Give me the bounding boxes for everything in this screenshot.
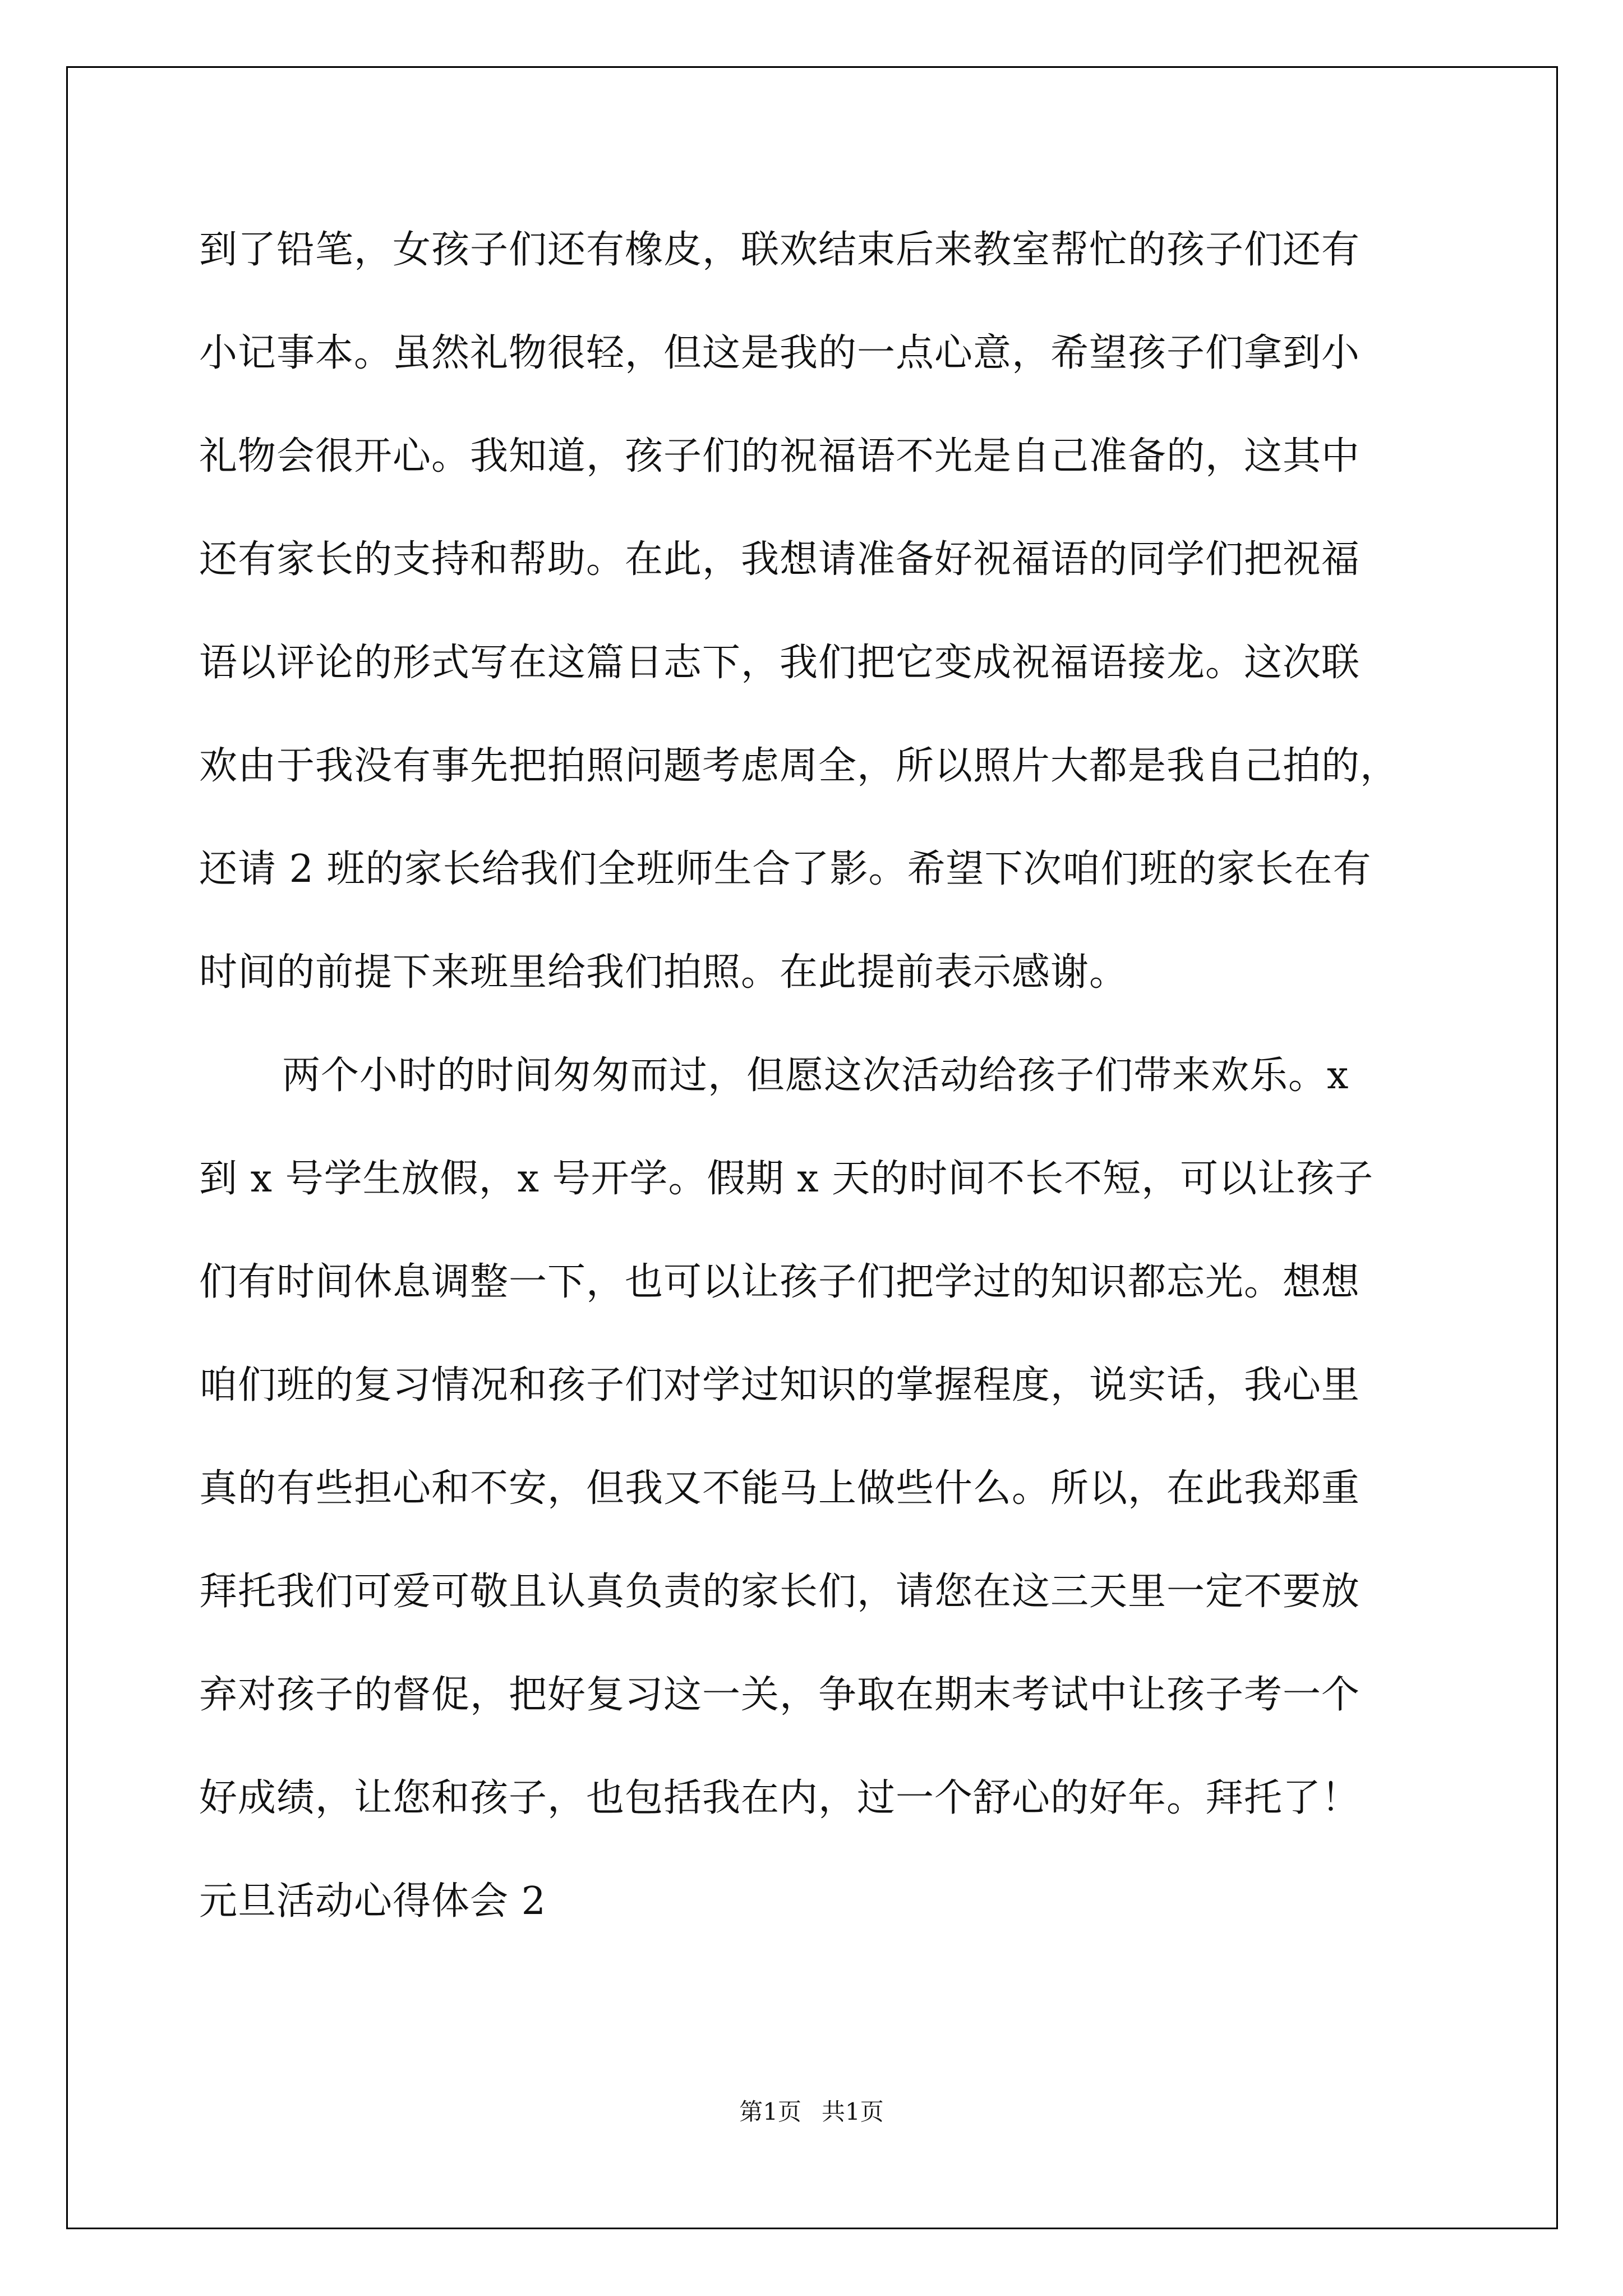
- paragraph-line: 小记事本。虽然礼物很轻，但这是我的一点心意，希望孩子们拿到小: [199, 331, 1361, 375]
- paragraph-line: 到 x 号学生放假，x 号开学。假期 x 天的时间不长不短，可以让孩子: [199, 1157, 1374, 1201]
- paragraph-line: 语以评论的形式写在这篇日志下，我们把它变成祝福语接龙。这次联: [199, 641, 1361, 685]
- paragraph-1: [199, 219, 1433, 1045]
- paragraph-line: 欢由于我没有事先把拍照问题考虑周全，所以照片大都是我自己拍的，: [199, 744, 1399, 788]
- paragraph-line: 礼物会很开心。我知道，孩子们的祝福语不光是自己准备的，这其中: [199, 434, 1361, 478]
- paragraph-line: 拜托我们可爱可敬且认真负责的家长们，请您在这三天里一定不要放: [199, 1570, 1361, 1614]
- paragraph-line: 时间的前提下来班里给我们拍照。在此提前表示感谢。: [199, 950, 1128, 995]
- paragraph-line: 弃对孩子的督促，把好复习这一关，争取在期末考试中让孩子考一个: [199, 1673, 1361, 1717]
- paragraph-line: 咱们班的复习情况和孩子们对学过知识的掌握程度，说实话，我心里: [199, 1363, 1361, 1407]
- paragraph-2: [199, 1045, 1433, 1870]
- document-body: [199, 219, 1433, 1973]
- section-heading: 元旦活动心得体会 2: [199, 1879, 546, 1924]
- paragraph-line: 真的有些担心和不安，但我又不能马上做些什么。所以，在此我郑重: [199, 1466, 1361, 1511]
- paragraph-line: 两个小时的时间匆匆而过，但愿这次活动给孩子们带来欢乐。x: [282, 1053, 1349, 1098]
- paragraph-line: 好成绩，让您和孩子，也包括我在内，过一个舒心的好年。拜托了！: [199, 1776, 1361, 1820]
- page-total: 共1页: [822, 2098, 884, 2125]
- paragraph-line: 们有时间休息调整一下，也可以让孩子们把学过的知识都忘光。想想: [199, 1260, 1361, 1304]
- paragraph-line: 还有家长的支持和帮助。在此，我想请准备好祝福语的同学们把祝福: [199, 537, 1361, 582]
- paragraph-line: 到了铅笔，女孩子们还有橡皮，联欢结束后来教室帮忙的孩子们还有: [199, 228, 1361, 272]
- page-number: 第1页: [739, 2098, 801, 2125]
- paragraph-line: 还请 2 班的家长给我们全班师生合了影。希望下次咱们班的家长在有: [199, 847, 1372, 891]
- page-footer: [0, 2095, 1623, 2129]
